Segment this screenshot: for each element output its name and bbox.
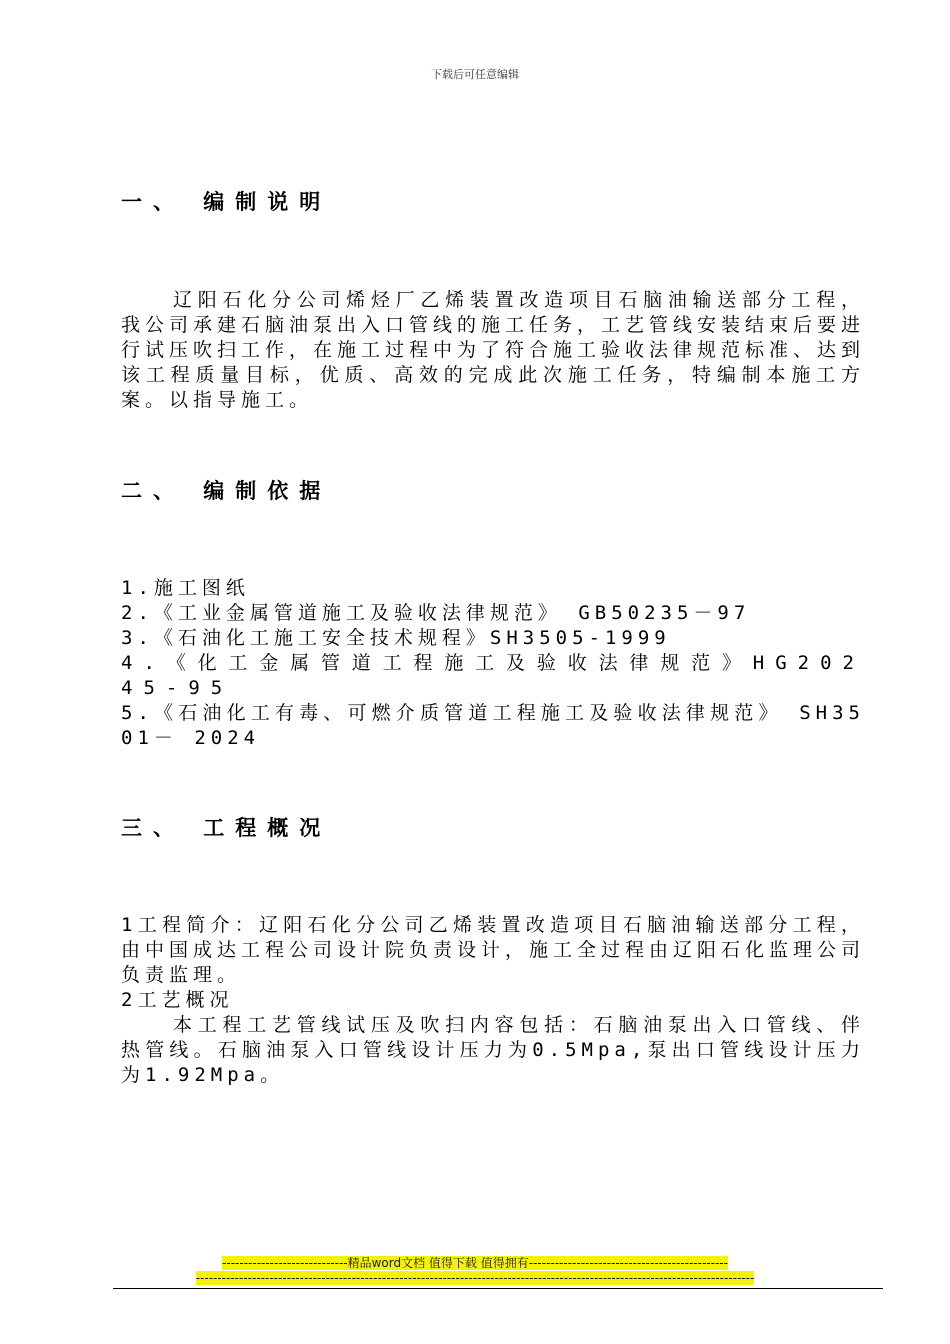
footer-dash-line: --------------------------------------------------------------------------------------------------------------------------------- [195,1271,755,1285]
project-intro: 1工程简介：辽阳石化分公司乙烯装置改造项目石脑油输送部分工程，由中国成达工程公司设计院负责设计，施工全过程由辽阳石化监理公司负责监理。 [121,914,866,986]
section-heading-1: 一、 编制说明 [121,189,332,214]
footer-banner-text: -----------------------------精品word文档 值得下载 值得拥有---------------------------------------------- [222,1256,728,1270]
section-heading-3: 三、 工程概况 [121,815,332,840]
section-heading-2: 二、 编制依据 [121,478,332,503]
list-item: 5.《石油化工有毒、可燃介质管道工程施工及验收法律规范》 SH3501－ 2024 [121,702,865,749]
footer-rule [113,1288,883,1289]
footer-dashes [0,1271,950,1285]
list-item: 3.《石油化工施工安全技术规程》SH3505-1999 [121,627,671,649]
list-item: 2.《工业金属管道施工及验收法律规范》 GB50235－97 [121,602,751,624]
list-item: 1.施工图纸 [121,577,250,599]
reference-list [121,576,865,751]
section-1-paragraph: 辽阳石化分公司烯烃厂乙烯装置改造项目石脑油输送部分工程，我公司承建石脑油泵出入口管线的施工任务，工艺管线安装结束后要进行试压吹扫工作，在施工过程中为了符合施工验收法律规范标准、达到该工程质量目标，优质、高效的完成此次施工任务，特编制本施工方案。以指导施工。 [121,289,866,411]
footer-banner [0,1256,950,1270]
process-subheading: 2工艺概况 [121,989,234,1011]
page-header: 下载后可任意编辑 [431,68,519,81]
project-overview [121,913,865,1088]
list-item: 4.《化工金属管道工程施工及验收法律规范》HG20245-95 [121,652,865,699]
process-paragraph: 本工程工艺管线试压及吹扫内容包括：石脑油泵出入口管线、伴热管线。石脑油泵入口管线设计压力为0.5Mpa,泵出口管线设计压力为1.92Mpa。 [121,1014,865,1086]
